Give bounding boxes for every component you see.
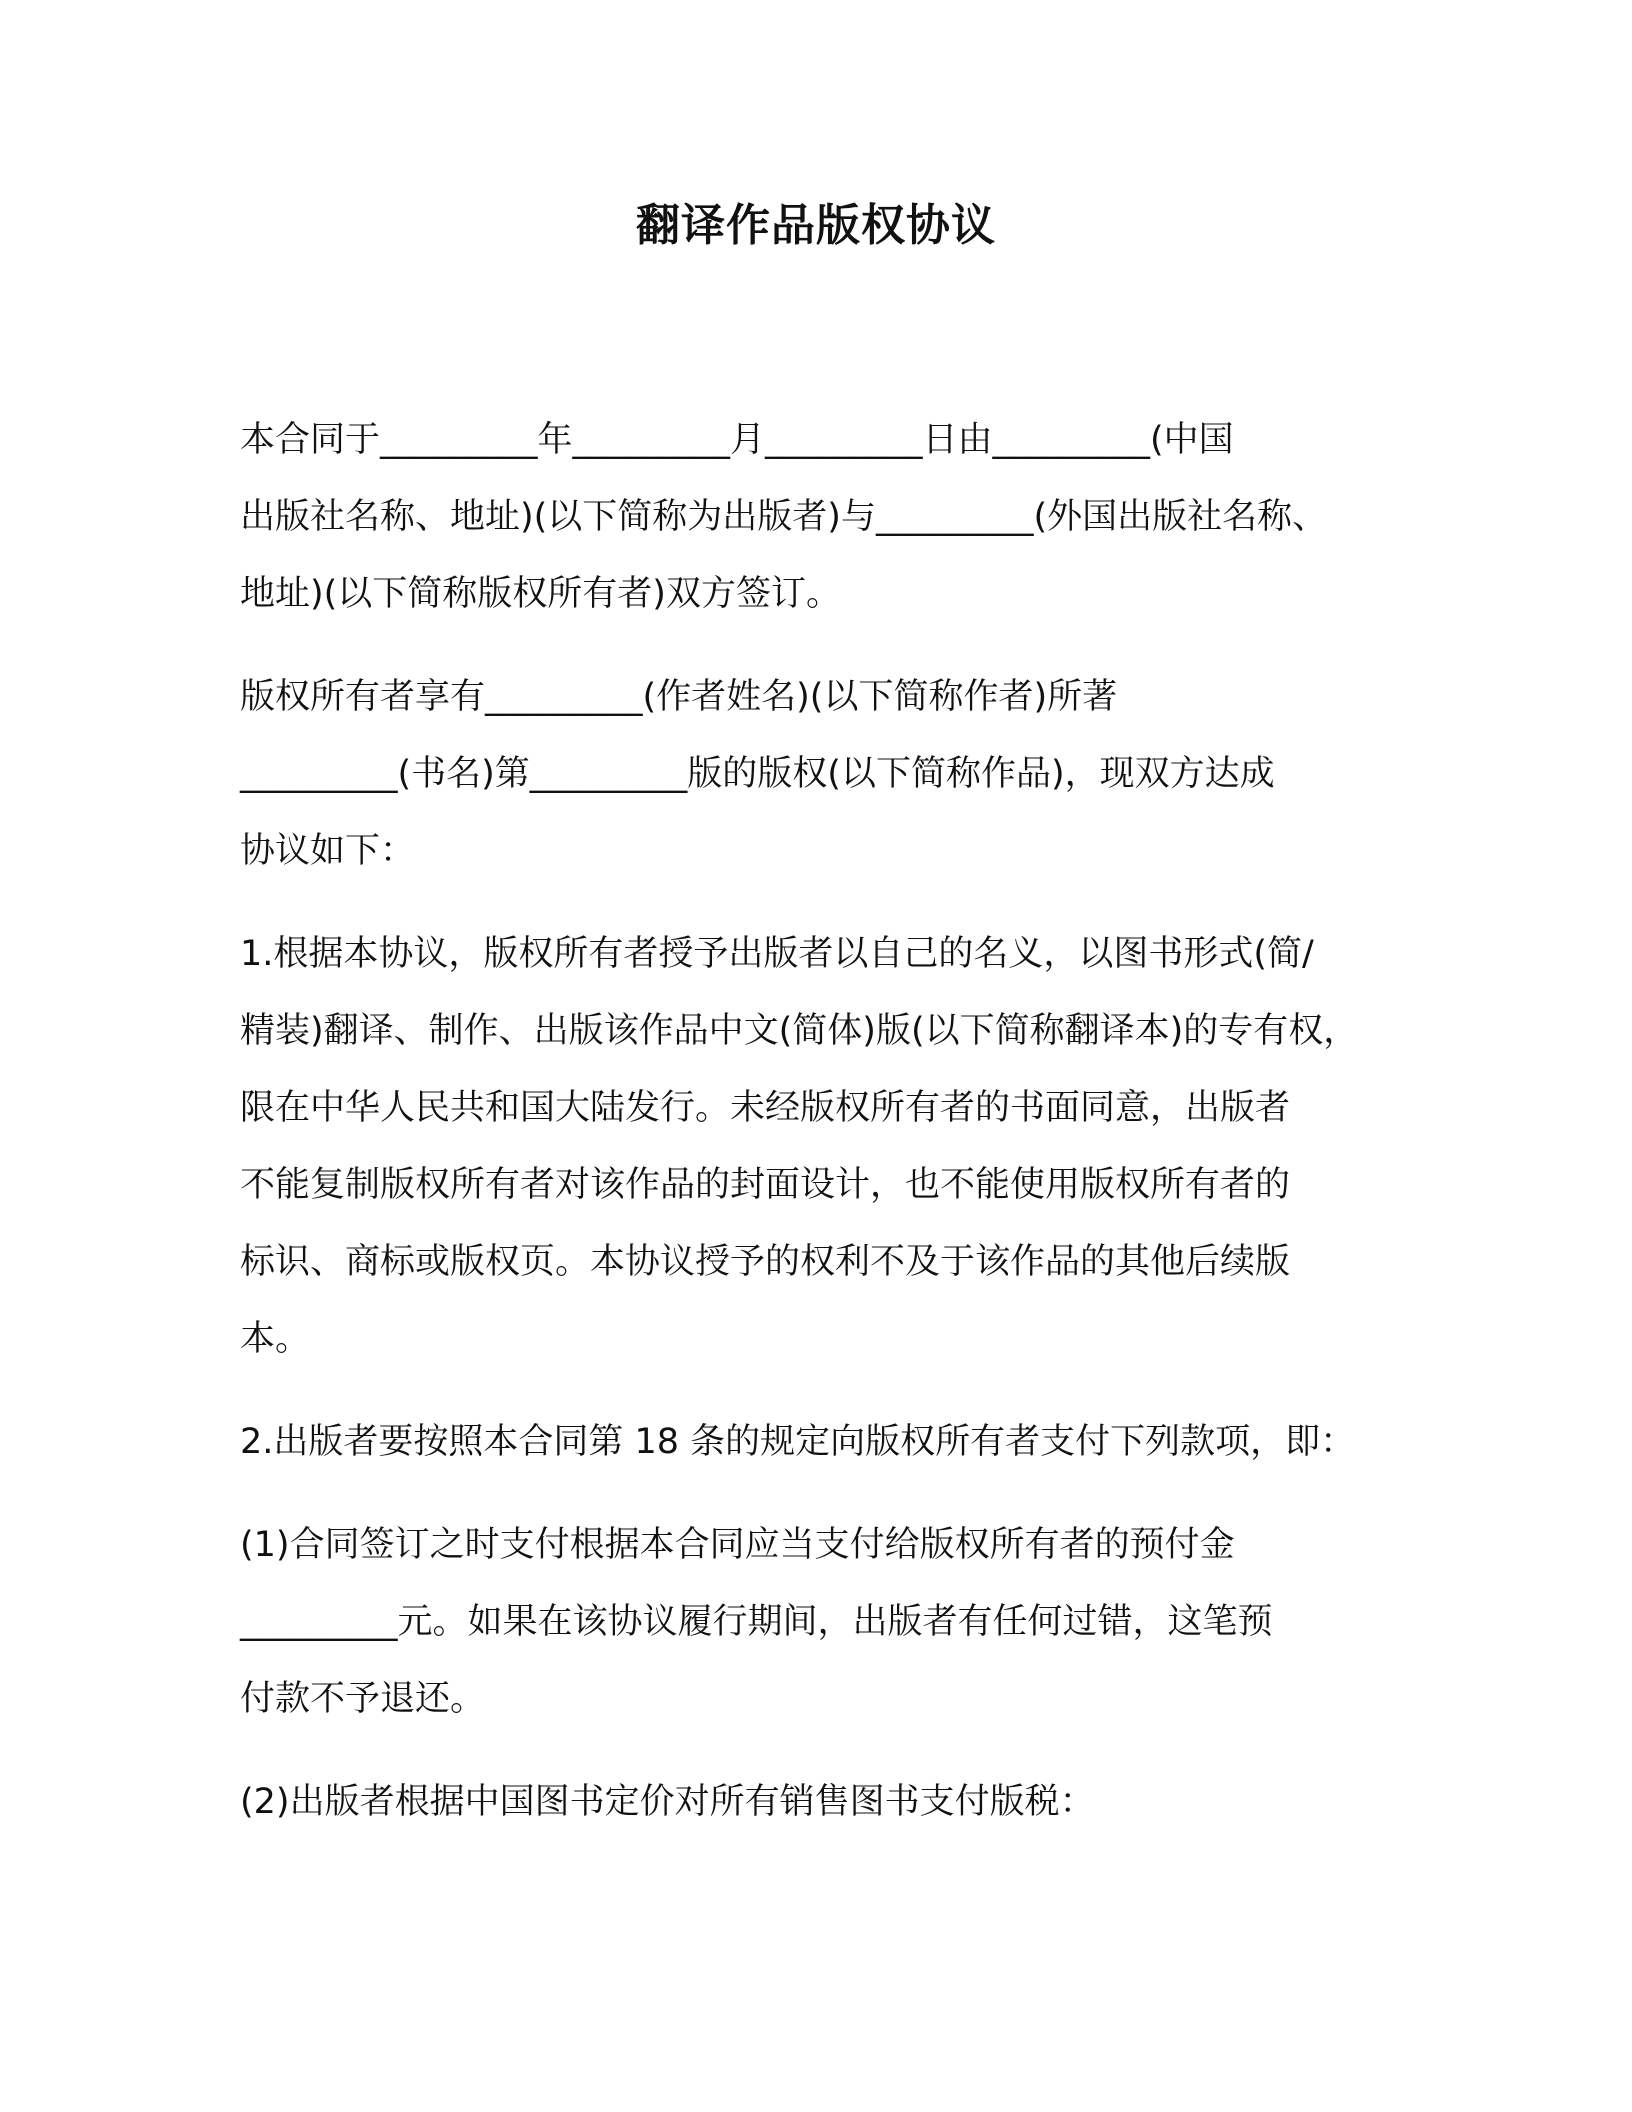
text-line: 精装)翻译、制作、出版该作品中文(简体)版(以下简称翻译本)的专有权， [240,1011,1359,1051]
text-line: 2.出版者要按照本合同第 18 条的规定向版权所有者支付下列款项，即： [240,1422,1356,1462]
text-line: 标识、商标或版权页。本协议授予的权利不及于该作品的其他后续版 [240,1242,1291,1282]
text-line: (1)合同签订之时支付根据本合同应当支付给版权所有者的预付金 [240,1525,1235,1565]
paragraph-clause-2-1 [240,1507,1420,1738]
document-body [240,402,1420,1867]
text-line: 限在中华人民共和国大陆发行。未经版权所有者的书面同意，出版者 [240,1088,1291,1128]
text-line: 地址)(以下简称版权所有者)双方签订。 [240,574,841,614]
text-line: 本。 [240,1319,311,1359]
text-line: 本合同于_________年_________月_________日由_________(中国 [240,420,1234,460]
text-line: 出版社名称、地址)(以下简称为出版者)与_________(外国出版社名称、 [240,497,1328,537]
text-line: 1.根据本协议，版权所有者授予出版者以自己的名义，以图书形式(简/ [240,934,1314,974]
paragraph-parties [240,402,1420,633]
text-line: 不能复制版权所有者对该作品的封面设计，也不能使用版权所有者的 [240,1165,1291,1205]
text-line: 版权所有者享有_________(作者姓名)(以下简称作者)所著 [240,677,1118,717]
document-title: 翻译作品版权协议 [636,200,996,251]
text-line: _________元。如果在该协议履行期间，出版者有任何过错，这笔预 [240,1602,1273,1642]
text-line: 协议如下： [240,831,416,871]
text-line: (2)出版者根据中国图书定价对所有销售图书支付版税： [240,1782,1095,1822]
paragraph-copyright [240,659,1420,890]
paragraph-clause-2 [240,1404,1420,1481]
paragraph-clause-1 [240,916,1420,1378]
paragraph-clause-2-2 [240,1764,1420,1841]
text-line: 付款不予退还。 [240,1679,486,1719]
text-line: _________(书名)第_________版的版权(以下简称作品)，现双方达成 [240,754,1275,794]
